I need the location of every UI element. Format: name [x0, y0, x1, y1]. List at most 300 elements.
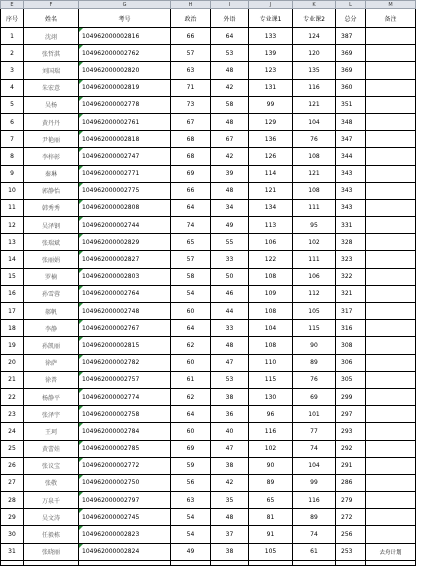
cell-total[interactable]: 328: [336, 234, 366, 251]
cell-major2[interactable]: 124: [293, 28, 336, 45]
cell-seq[interactable]: 4: [1, 79, 24, 96]
cell-major2[interactable]: 112: [293, 285, 336, 302]
cell-exam-no[interactable]: [79, 423, 171, 440]
cell-english[interactable]: 53: [211, 45, 249, 62]
cell-seq[interactable]: 25: [1, 440, 24, 457]
cell-major2[interactable]: 105: [293, 303, 336, 320]
cell-total[interactable]: 387: [336, 28, 366, 45]
cell-politics[interactable]: 62: [171, 388, 211, 405]
cell-exam-no[interactable]: [79, 337, 171, 354]
cell-note[interactable]: [366, 28, 416, 45]
cell-politics[interactable]: 54: [171, 526, 211, 543]
cell-english[interactable]: 33: [211, 320, 249, 337]
cell-total[interactable]: 256: [336, 526, 366, 543]
cell-major1[interactable]: 65: [249, 492, 293, 509]
cell-major1[interactable]: 91: [249, 526, 293, 543]
cell-note[interactable]: [366, 199, 416, 216]
cell-exam-no[interactable]: [79, 62, 171, 79]
cell-politics[interactable]: 57: [171, 251, 211, 268]
cell-name[interactable]: 张哲淇: [24, 45, 79, 62]
empty-cell[interactable]: [24, 560, 79, 565]
cell-total[interactable]: 369: [336, 62, 366, 79]
cell-english[interactable]: 38: [211, 388, 249, 405]
cell-name[interactable]: 张敬: [24, 474, 79, 491]
cell-seq[interactable]: 15: [1, 268, 24, 285]
cell-exam-no[interactable]: [79, 165, 171, 182]
cell-politics[interactable]: 60: [171, 354, 211, 371]
cell-seq[interactable]: 30: [1, 526, 24, 543]
cell-major1[interactable]: 110: [249, 354, 293, 371]
cell-exam-no[interactable]: [79, 492, 171, 509]
cell-english[interactable]: 40: [211, 423, 249, 440]
column-letter-k[interactable]: K: [293, 1, 336, 9]
cell-english[interactable]: 48: [211, 182, 249, 199]
cell-exam-no[interactable]: [79, 474, 171, 491]
cell-name[interactable]: 韩秀秀: [24, 199, 79, 216]
cell-english[interactable]: 48: [211, 62, 249, 79]
column-letter-m[interactable]: M: [366, 1, 416, 9]
column-letter-h[interactable]: H: [171, 1, 211, 9]
cell-name[interactable]: 李梓彰: [24, 148, 79, 165]
cell-english[interactable]: 39: [211, 165, 249, 182]
cell-note[interactable]: [366, 268, 416, 285]
cell-total[interactable]: 347: [336, 131, 366, 148]
cell-total[interactable]: 299: [336, 388, 366, 405]
cell-total[interactable]: 286: [336, 474, 366, 491]
cell-name[interactable]: 王珂: [24, 423, 79, 440]
cell-note[interactable]: [366, 165, 416, 182]
cell-total[interactable]: 322: [336, 268, 366, 285]
cell-seq[interactable]: 12: [1, 217, 24, 234]
cell-major2[interactable]: 115: [293, 320, 336, 337]
cell-english[interactable]: 44: [211, 303, 249, 320]
cell-note[interactable]: [366, 45, 416, 62]
cell-name[interactable]: 徐普: [24, 371, 79, 388]
cell-english[interactable]: 38: [211, 543, 249, 560]
cell-major2[interactable]: 116: [293, 492, 336, 509]
cell-major2[interactable]: 89: [293, 354, 336, 371]
cell-note[interactable]: [366, 406, 416, 423]
header-politics[interactable]: 政治: [171, 9, 211, 28]
cell-name[interactable]: 郝帆: [24, 303, 79, 320]
cell-seq[interactable]: 13: [1, 234, 24, 251]
empty-cell[interactable]: [79, 560, 171, 565]
column-letter-e[interactable]: E: [1, 1, 24, 9]
cell-english[interactable]: 49: [211, 217, 249, 234]
cell-exam-no[interactable]: [79, 526, 171, 543]
cell-major1[interactable]: 136: [249, 131, 293, 148]
cell-seq[interactable]: 28: [1, 492, 24, 509]
column-letter-i[interactable]: I: [211, 1, 249, 9]
cell-politics[interactable]: 73: [171, 96, 211, 113]
cell-note[interactable]: [366, 251, 416, 268]
cell-exam-no[interactable]: [79, 148, 171, 165]
cell-politics[interactable]: 63: [171, 62, 211, 79]
cell-politics[interactable]: 58: [171, 268, 211, 285]
cell-note[interactable]: [366, 509, 416, 526]
cell-name[interactable]: 刘国瑞: [24, 62, 79, 79]
cell-name[interactable]: 徐萨: [24, 354, 79, 371]
cell-major1[interactable]: 104: [249, 320, 293, 337]
cell-politics[interactable]: 64: [171, 406, 211, 423]
column-letter-f[interactable]: F: [24, 1, 79, 9]
cell-name[interactable]: 黄蕾娃: [24, 440, 79, 457]
cell-name[interactable]: 杨静平: [24, 388, 79, 405]
cell-major1[interactable]: 122: [249, 251, 293, 268]
cell-exam-no[interactable]: [79, 285, 171, 302]
cell-note[interactable]: [366, 337, 416, 354]
cell-english[interactable]: 48: [211, 337, 249, 354]
cell-major2[interactable]: 74: [293, 440, 336, 457]
cell-note[interactable]: [366, 457, 416, 474]
cell-total[interactable]: 279: [336, 492, 366, 509]
cell-name[interactable]: 万泉千: [24, 492, 79, 509]
cell-major1[interactable]: 130: [249, 388, 293, 405]
cell-name[interactable]: 朱宏意: [24, 79, 79, 96]
cell-politics[interactable]: 65: [171, 234, 211, 251]
cell-seq[interactable]: 26: [1, 457, 24, 474]
cell-total[interactable]: 316: [336, 320, 366, 337]
cell-english[interactable]: 55: [211, 234, 249, 251]
cell-seq[interactable]: 14: [1, 251, 24, 268]
cell-major2[interactable]: 95: [293, 217, 336, 234]
cell-seq[interactable]: 9: [1, 165, 24, 182]
cell-exam-no[interactable]: [79, 406, 171, 423]
cell-major2[interactable]: 111: [293, 251, 336, 268]
cell-note[interactable]: [366, 492, 416, 509]
cell-exam-no[interactable]: [79, 79, 171, 96]
cell-english[interactable]: 35: [211, 492, 249, 509]
cell-major2[interactable]: 76: [293, 371, 336, 388]
header-major2[interactable]: 专业课2: [293, 9, 336, 28]
cell-note[interactable]: [366, 182, 416, 199]
cell-name[interactable]: 吴泽钢: [24, 217, 79, 234]
cell-note[interactable]: [366, 285, 416, 302]
cell-total[interactable]: 369: [336, 45, 366, 62]
cell-exam-no[interactable]: [79, 303, 171, 320]
cell-english[interactable]: 53: [211, 371, 249, 388]
cell-name[interactable]: 李静: [24, 320, 79, 337]
empty-cell[interactable]: [336, 560, 366, 565]
cell-total[interactable]: 343: [336, 165, 366, 182]
cell-total[interactable]: 308: [336, 337, 366, 354]
cell-seq[interactable]: 11: [1, 199, 24, 216]
cell-total[interactable]: 360: [336, 79, 366, 96]
cell-note[interactable]: [366, 354, 416, 371]
cell-exam-no[interactable]: [79, 28, 171, 45]
cell-politics[interactable]: 68: [171, 148, 211, 165]
cell-exam-no[interactable]: [79, 182, 171, 199]
cell-note[interactable]: [366, 526, 416, 543]
cell-exam-no[interactable]: [79, 543, 171, 560]
cell-seq[interactable]: 1: [1, 28, 24, 45]
cell-major1[interactable]: 116: [249, 423, 293, 440]
cell-english[interactable]: 36: [211, 406, 249, 423]
cell-total[interactable]: 343: [336, 199, 366, 216]
cell-note[interactable]: 去舟计划: [366, 543, 416, 560]
cell-total[interactable]: 306: [336, 354, 366, 371]
cell-note[interactable]: [366, 320, 416, 337]
cell-english[interactable]: 38: [211, 457, 249, 474]
cell-seq[interactable]: 27: [1, 474, 24, 491]
cell-note[interactable]: [366, 371, 416, 388]
cell-politics[interactable]: 68: [171, 131, 211, 148]
cell-seq[interactable]: 7: [1, 131, 24, 148]
cell-exam-no[interactable]: [79, 354, 171, 371]
header-english[interactable]: 外语: [211, 9, 249, 28]
cell-major1[interactable]: 121: [249, 182, 293, 199]
cell-major1[interactable]: 134: [249, 199, 293, 216]
cell-english[interactable]: 42: [211, 474, 249, 491]
cell-english[interactable]: 46: [211, 285, 249, 302]
cell-total[interactable]: 348: [336, 113, 366, 130]
cell-note[interactable]: [366, 217, 416, 234]
cell-major1[interactable]: 113: [249, 217, 293, 234]
column-letter-l[interactable]: L: [336, 1, 366, 9]
cell-exam-no[interactable]: [79, 251, 171, 268]
cell-exam-no[interactable]: [79, 199, 171, 216]
cell-name[interactable]: 孙凯丽: [24, 337, 79, 354]
cell-major1[interactable]: 131: [249, 79, 293, 96]
cell-seq[interactable]: 8: [1, 148, 24, 165]
cell-exam-no[interactable]: [79, 268, 171, 285]
cell-seq[interactable]: 16: [1, 285, 24, 302]
cell-exam-no[interactable]: [79, 388, 171, 405]
cell-politics[interactable]: 67: [171, 113, 211, 130]
cell-total[interactable]: 317: [336, 303, 366, 320]
empty-cell[interactable]: [1, 560, 24, 565]
cell-total[interactable]: 343: [336, 182, 366, 199]
cell-note[interactable]: [366, 62, 416, 79]
cell-major1[interactable]: 108: [249, 337, 293, 354]
cell-note[interactable]: [366, 234, 416, 251]
cell-name[interactable]: 孙雪蓉: [24, 285, 79, 302]
cell-seq[interactable]: 18: [1, 320, 24, 337]
cell-major2[interactable]: 108: [293, 148, 336, 165]
cell-major1[interactable]: 90: [249, 457, 293, 474]
cell-total[interactable]: 293: [336, 423, 366, 440]
cell-major1[interactable]: 106: [249, 234, 293, 251]
cell-politics[interactable]: 57: [171, 45, 211, 62]
cell-total[interactable]: 272: [336, 509, 366, 526]
cell-note[interactable]: [366, 388, 416, 405]
cell-seq[interactable]: 10: [1, 182, 24, 199]
cell-name[interactable]: 郭静怡: [24, 182, 79, 199]
cell-exam-no[interactable]: [79, 217, 171, 234]
cell-total[interactable]: 344: [336, 148, 366, 165]
cell-politics[interactable]: 74: [171, 217, 211, 234]
cell-exam-no[interactable]: [79, 440, 171, 457]
cell-politics[interactable]: 54: [171, 509, 211, 526]
header-major1[interactable]: 专业课1: [249, 9, 293, 28]
cell-major1[interactable]: 81: [249, 509, 293, 526]
header-total[interactable]: 总分: [336, 9, 366, 28]
cell-major1[interactable]: 129: [249, 113, 293, 130]
cell-major1[interactable]: 102: [249, 440, 293, 457]
cell-name[interactable]: 吴文涛: [24, 509, 79, 526]
header-exam-no[interactable]: 考号: [79, 9, 171, 28]
cell-seq[interactable]: 5: [1, 96, 24, 113]
cell-exam-no[interactable]: [79, 320, 171, 337]
cell-total[interactable]: 351: [336, 96, 366, 113]
cell-major1[interactable]: 133: [249, 28, 293, 45]
cell-major2[interactable]: 99: [293, 474, 336, 491]
cell-english[interactable]: 42: [211, 79, 249, 96]
cell-total[interactable]: 292: [336, 440, 366, 457]
cell-major2[interactable]: 61: [293, 543, 336, 560]
cell-note[interactable]: [366, 113, 416, 130]
empty-cell[interactable]: [366, 560, 416, 565]
cell-english[interactable]: 50: [211, 268, 249, 285]
empty-cell[interactable]: [293, 560, 336, 565]
cell-seq[interactable]: 20: [1, 354, 24, 371]
cell-major2[interactable]: 90: [293, 337, 336, 354]
cell-politics[interactable]: 56: [171, 474, 211, 491]
cell-english[interactable]: 42: [211, 148, 249, 165]
cell-major1[interactable]: 89: [249, 474, 293, 491]
header-note[interactable]: 备注: [366, 9, 416, 28]
cell-major2[interactable]: 74: [293, 526, 336, 543]
cell-note[interactable]: [366, 131, 416, 148]
cell-seq[interactable]: 17: [1, 303, 24, 320]
cell-major1[interactable]: 126: [249, 148, 293, 165]
cell-seq[interactable]: 22: [1, 388, 24, 405]
cell-total[interactable]: 305: [336, 371, 366, 388]
cell-exam-no[interactable]: [79, 371, 171, 388]
cell-politics[interactable]: 66: [171, 182, 211, 199]
cell-politics[interactable]: 60: [171, 303, 211, 320]
cell-seq[interactable]: 2: [1, 45, 24, 62]
empty-cell[interactable]: [171, 560, 211, 565]
column-letter-j[interactable]: J: [249, 1, 293, 9]
cell-note[interactable]: [366, 148, 416, 165]
cell-major2[interactable]: 111: [293, 199, 336, 216]
cell-name[interactable]: 任毅栋: [24, 526, 79, 543]
cell-seq[interactable]: 31: [1, 543, 24, 560]
cell-politics[interactable]: 64: [171, 320, 211, 337]
cell-politics[interactable]: 60: [171, 423, 211, 440]
cell-note[interactable]: [366, 303, 416, 320]
cell-name[interactable]: 张晓丽: [24, 543, 79, 560]
cell-exam-no[interactable]: [79, 509, 171, 526]
cell-politics[interactable]: 61: [171, 371, 211, 388]
cell-major1[interactable]: 105: [249, 543, 293, 560]
header-name[interactable]: 姓名: [24, 9, 79, 28]
cell-name[interactable]: 张丽娟: [24, 251, 79, 268]
empty-cell[interactable]: [211, 560, 249, 565]
cell-english[interactable]: 67: [211, 131, 249, 148]
cell-seq[interactable]: 21: [1, 371, 24, 388]
cell-total[interactable]: 253: [336, 543, 366, 560]
cell-name[interactable]: 沈翊: [24, 28, 79, 45]
cell-exam-no[interactable]: [79, 113, 171, 130]
cell-total[interactable]: 323: [336, 251, 366, 268]
cell-note[interactable]: [366, 423, 416, 440]
cell-english[interactable]: 37: [211, 526, 249, 543]
cell-note[interactable]: [366, 96, 416, 113]
cell-seq[interactable]: 23: [1, 406, 24, 423]
cell-english[interactable]: 48: [211, 509, 249, 526]
cell-note[interactable]: [366, 474, 416, 491]
cell-politics[interactable]: 69: [171, 440, 211, 457]
cell-major2[interactable]: 101: [293, 406, 336, 423]
cell-major2[interactable]: 108: [293, 182, 336, 199]
cell-seq[interactable]: 3: [1, 62, 24, 79]
cell-exam-no[interactable]: [79, 96, 171, 113]
cell-major2[interactable]: 106: [293, 268, 336, 285]
cell-politics[interactable]: 59: [171, 457, 211, 474]
cell-politics[interactable]: 54: [171, 285, 211, 302]
cell-politics[interactable]: 62: [171, 337, 211, 354]
cell-politics[interactable]: 66: [171, 28, 211, 45]
cell-total[interactable]: 321: [336, 285, 366, 302]
cell-name[interactable]: 黄丹丹: [24, 113, 79, 130]
cell-exam-no[interactable]: [79, 45, 171, 62]
cell-major2[interactable]: 116: [293, 79, 336, 96]
cell-name[interactable]: 秦琳: [24, 165, 79, 182]
cell-exam-no[interactable]: [79, 131, 171, 148]
cell-name[interactable]: 尹艳丽: [24, 131, 79, 148]
cell-major1[interactable]: 109: [249, 285, 293, 302]
column-letter-g[interactable]: G: [79, 1, 171, 9]
cell-english[interactable]: 48: [211, 113, 249, 130]
cell-major2[interactable]: 102: [293, 234, 336, 251]
cell-total[interactable]: 331: [336, 217, 366, 234]
cell-major2[interactable]: 77: [293, 423, 336, 440]
empty-cell[interactable]: [249, 560, 293, 565]
cell-note[interactable]: [366, 79, 416, 96]
cell-major1[interactable]: 108: [249, 268, 293, 285]
cell-major2[interactable]: 76: [293, 131, 336, 148]
cell-total[interactable]: 297: [336, 406, 366, 423]
cell-major1[interactable]: 123: [249, 62, 293, 79]
cell-politics[interactable]: 63: [171, 492, 211, 509]
cell-name[interactable]: 张瑞斌: [24, 234, 79, 251]
cell-major2[interactable]: 89: [293, 509, 336, 526]
header-seq[interactable]: 序号: [1, 9, 24, 28]
cell-name[interactable]: 吴杨: [24, 96, 79, 113]
cell-exam-no[interactable]: [79, 234, 171, 251]
cell-major1[interactable]: 114: [249, 165, 293, 182]
cell-note[interactable]: [366, 440, 416, 457]
cell-major2[interactable]: 135: [293, 62, 336, 79]
cell-english[interactable]: 34: [211, 199, 249, 216]
cell-major1[interactable]: 99: [249, 96, 293, 113]
cell-seq[interactable]: 24: [1, 423, 24, 440]
cell-major2[interactable]: 121: [293, 165, 336, 182]
cell-name[interactable]: 张泽宇: [24, 406, 79, 423]
cell-english[interactable]: 33: [211, 251, 249, 268]
cell-seq[interactable]: 19: [1, 337, 24, 354]
cell-english[interactable]: 47: [211, 440, 249, 457]
cell-major2[interactable]: 120: [293, 45, 336, 62]
cell-politics[interactable]: 49: [171, 543, 211, 560]
cell-english[interactable]: 58: [211, 96, 249, 113]
cell-seq[interactable]: 29: [1, 509, 24, 526]
cell-major2[interactable]: 121: [293, 96, 336, 113]
cell-major1[interactable]: 139: [249, 45, 293, 62]
cell-english[interactable]: 47: [211, 354, 249, 371]
cell-major1[interactable]: 115: [249, 371, 293, 388]
cell-major1[interactable]: 96: [249, 406, 293, 423]
cell-seq[interactable]: 6: [1, 113, 24, 130]
cell-major2[interactable]: 104: [293, 457, 336, 474]
cell-major2[interactable]: 69: [293, 388, 336, 405]
cell-politics[interactable]: 64: [171, 199, 211, 216]
cell-major2[interactable]: 104: [293, 113, 336, 130]
cell-exam-no[interactable]: [79, 457, 171, 474]
cell-english[interactable]: 64: [211, 28, 249, 45]
